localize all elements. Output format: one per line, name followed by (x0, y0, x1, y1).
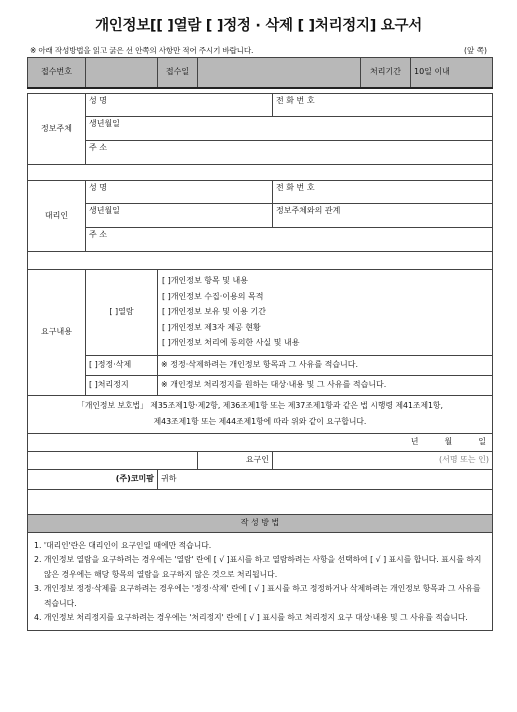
receipt-number-label: 접수번호 (28, 58, 86, 88)
legal-basis (28, 395, 493, 433)
requester-sign[interactable]: (서명 또는 인) (273, 451, 493, 469)
spacer (28, 251, 493, 269)
guide-heading: 작 성 방 법 (28, 514, 493, 532)
view-item[interactable]: [ ]개인정보 수집·이용의 목적 (162, 291, 264, 301)
agent-birth-field[interactable] (86, 203, 273, 227)
agent-phone-label: 전 화 번 호 (276, 182, 315, 192)
receipt-date-label: 접수일 (158, 58, 198, 88)
agent-heading: 대리인 (28, 180, 86, 251)
receipt-number-field (86, 58, 158, 88)
view-option-label: [ ]열람 (109, 307, 134, 317)
correct-delete-note: ※ 정정·삭제하려는 개인정보 항목과 그 사유를 적습니다. (158, 355, 493, 375)
stop-processing-note: ※ 개인정보 처리정지를 원하는 대상·내용 및 그 사유를 적습니다. (158, 375, 493, 395)
agent-address-label: 주 소 (89, 229, 107, 239)
view-item[interactable]: [ ]개인정보 제3자 제공 현황 (162, 322, 261, 332)
legal-basis-line1: 「개인정보 보호법」 제35조제1항·제2항, 제36조제1항 또는 제37조제1항과 같은 법 시행령 제41조제1항, (77, 401, 443, 410)
spacer (28, 489, 493, 514)
subject-heading: 정보주체 (28, 93, 86, 164)
subject-address-field[interactable] (86, 140, 493, 164)
guide-item: 3. 개인정보 정정·삭제를 요구하려는 경우에는 '정정·삭제' 란에 [ √ ] 표시를 하고 정정하거나 삭제하려는 개인정보 항목과 그 사유를 적습니다. (34, 584, 481, 608)
guide-item: 2. 개인정보 열람을 요구하려는 경우에는 '열람' 란에 [ √ ]표시를 하고 열람하려는 사항을 선택하여 [ √ ] 표시를 합니다. 표시를 하지 않은 경우에는 해당 항목의 열람을 요구하지 않은 것으로 처리됩니다. (34, 555, 482, 579)
requester-label: 요구인 (198, 451, 273, 469)
correct-delete-label: [ ]정정·삭제 (89, 360, 132, 370)
agent-phone-field[interactable] (273, 180, 493, 203)
request-form-table (27, 57, 493, 631)
subject-phone-label: 전 화 번 호 (276, 95, 315, 105)
addressee-name: (주)코미팜 (28, 469, 158, 489)
agent-relation-field[interactable] (273, 203, 493, 227)
view-option[interactable] (86, 269, 158, 355)
correct-delete-option[interactable] (86, 355, 158, 375)
spacer (28, 164, 493, 180)
subject-phone-field[interactable] (273, 93, 493, 116)
processing-period-label: 처리기간 (361, 58, 411, 88)
date-month: 월 (444, 437, 453, 447)
agent-birth-label: 생년월일 (89, 205, 120, 215)
date-year: 년 (410, 437, 419, 447)
subject-name-field[interactable] (86, 93, 273, 116)
agent-address-field[interactable] (86, 227, 493, 251)
agent-relation-label: 정보주체와의 관계 (276, 205, 341, 215)
view-item[interactable]: [ ]개인정보 항목 및 내용 (162, 276, 248, 286)
view-item[interactable]: [ ]개인정보 보유 및 이용 기간 (162, 307, 266, 317)
request-date (28, 433, 493, 451)
stop-processing-label: [ ]처리정지 (89, 380, 129, 390)
subject-birth-field[interactable] (86, 116, 493, 140)
date-day: 일 (478, 437, 486, 447)
guide-list (28, 532, 493, 631)
request-heading: 요구내용 (28, 269, 86, 395)
addressee-suffix: 귀하 (158, 469, 493, 489)
form-title: 개인정보[[ ]열람 [ ]정정 · 삭제 [ ]처리정지] 요구서 (95, 18, 422, 34)
guide-item: 1. '대리인'란은 대리인이 요구인일 때에만 적습니다. (34, 540, 212, 550)
stop-processing-option[interactable] (86, 375, 158, 395)
subject-name-label: 성 명 (89, 95, 107, 105)
agent-name-label: 성 명 (89, 182, 107, 192)
spacer (28, 451, 198, 469)
subject-birth-label: 생년월일 (89, 118, 120, 128)
guide-item: 4. 개인정보 처리정지를 요구하려는 경우에는 '처리정지' 란에 [ √ ] 표시를 하고 처리정지 요구 대상·내용 및 그 사유를 적습니다. (34, 613, 468, 623)
agent-name-field[interactable] (86, 180, 273, 203)
page-side-label: (앞 쪽) (463, 46, 487, 55)
view-items-list (158, 269, 493, 355)
instruction-note: ※ 아래 작성방법을 읽고 굵은 선 안쪽의 사항만 적어 주시기 바랍니다. (30, 46, 254, 55)
processing-period-value: 10일 이내 (411, 58, 493, 88)
receipt-date-field (198, 58, 361, 88)
view-item[interactable]: [ ]개인정보 처리에 동의한 사실 및 내용 (162, 338, 300, 348)
subject-address-label: 주 소 (89, 142, 107, 152)
legal-basis-line2: 제43조제1항 또는 제44조제1항에 따라 위와 같이 요구합니다. (153, 417, 367, 426)
